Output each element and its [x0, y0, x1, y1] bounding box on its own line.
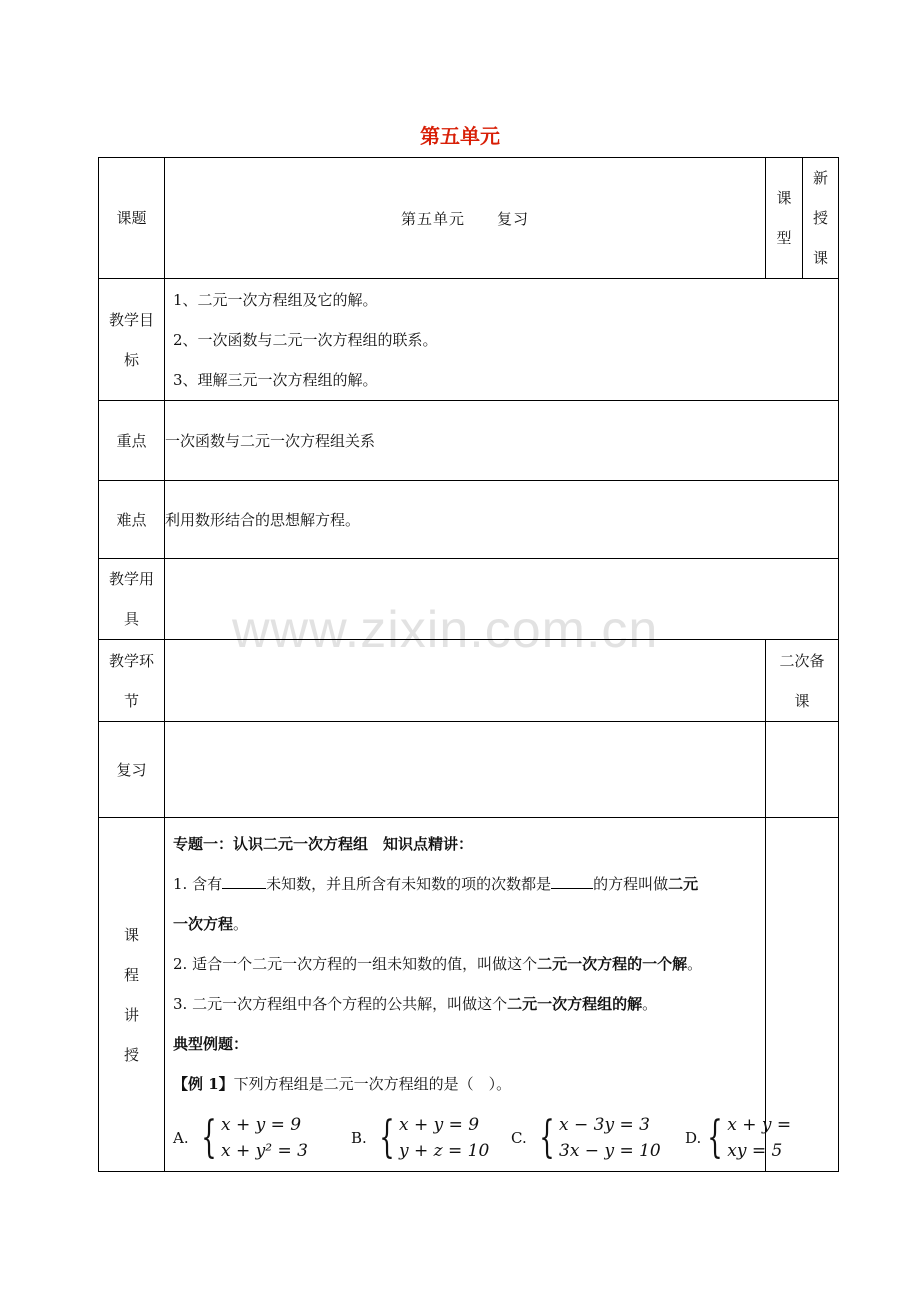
- tools-value: [165, 559, 839, 640]
- option-b: B. { x + y = 9 y + z = 10: [351, 1112, 490, 1163]
- option-c: C. { x − 3y = 3 3x − y = 10: [511, 1112, 661, 1163]
- option-a: A. { x + y = 9 x + y² = 3: [173, 1112, 308, 1163]
- row-tools: [99, 559, 839, 640]
- goal-item: 2、一次函数与二元一次方程组的联系。: [173, 330, 438, 349]
- row-goals: [99, 279, 839, 401]
- lesson-plan-table: [98, 157, 839, 1172]
- brace-icon: {: [707, 1112, 723, 1163]
- review-side: [766, 722, 839, 818]
- lecture-label: 课 程 讲 授: [99, 818, 165, 1172]
- review-label: 复习: [99, 722, 165, 818]
- knowledge-point-1: 1. 含有 未知数，并且所含有未知数的项的次数都是 的方程叫做二元 一次方程。: [173, 864, 757, 944]
- difficulties-value: 利用数形结合的思想解方程。: [165, 481, 839, 559]
- goal-item: 1、二元一次方程组及它的解。: [173, 290, 378, 309]
- fill-blank: [222, 870, 266, 889]
- row-key-points: [99, 401, 839, 481]
- watermark: www.zixin.com.cn: [232, 601, 659, 659]
- row-difficulties: [99, 481, 839, 559]
- secondary-prep-label: 二次备 课: [766, 640, 839, 722]
- stages-label: 教学环 节: [99, 640, 165, 722]
- lesson-type-value: 新 授 课: [803, 158, 839, 279]
- fill-blank: [551, 870, 593, 889]
- row-subject: [99, 158, 839, 279]
- example-1: 【例 1】下列方程组是二元一次方程组的是（ ）。: [173, 1075, 512, 1093]
- topic-heading: 专题一：认识二元一次方程组 知识点精讲：: [173, 835, 474, 853]
- examples-heading: 典型例题：: [173, 1035, 249, 1053]
- review-content: [165, 722, 766, 818]
- knowledge-point-2: 2. 适合一个二元一次方程的一组未知数的值，叫做这个二元一次方程的一个解。: [173, 955, 703, 973]
- row-review: [99, 722, 839, 818]
- key-points-value: 一次函数与二元一次方程组关系: [165, 401, 839, 481]
- example-1-options: [173, 1106, 792, 1170]
- page-title: 第五单元: [420, 124, 500, 148]
- brace-icon: {: [379, 1112, 395, 1163]
- option-d: D. { x + y = xy = 5: [685, 1112, 792, 1163]
- difficulties-label: 难点: [99, 481, 165, 559]
- row-stages: [99, 640, 839, 722]
- brace-icon: {: [539, 1112, 555, 1163]
- knowledge-point-3: 3. 二元一次方程组中各个方程的公共解，叫做这个二元一次方程组的解。: [173, 995, 658, 1013]
- lecture-content: [165, 818, 792, 1172]
- subject-label: 课题: [99, 158, 165, 279]
- tools-label: 教学用 具: [99, 559, 165, 640]
- subject-value: 第五单元 复习: [165, 158, 766, 279]
- key-points-label: 重点: [99, 401, 165, 481]
- brace-icon: {: [201, 1112, 217, 1163]
- goals-label: 教学目 标: [99, 279, 165, 401]
- lesson-type-label: 课 型: [766, 158, 803, 279]
- goal-item: 3、理解三元一次方程组的解。: [173, 370, 378, 389]
- stages-content: [165, 640, 766, 722]
- row-lecture: [99, 818, 839, 1172]
- goals-list: [165, 279, 839, 401]
